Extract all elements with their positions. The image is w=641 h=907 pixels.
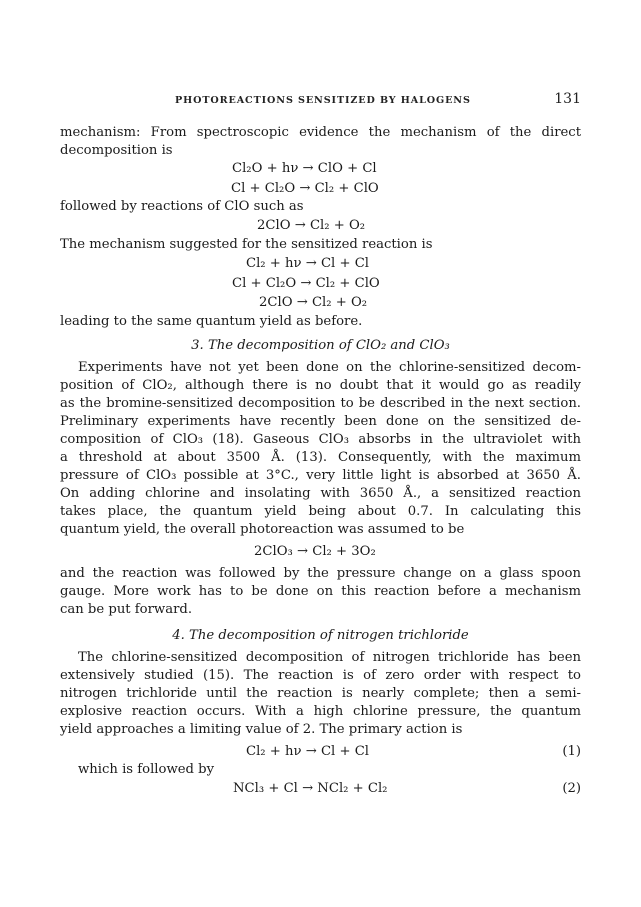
equation: Cl₂O + hν → ClO + Cl [232, 161, 377, 176]
running-head: PHOTOREACTIONS SENSITIZED BY HALOGENS [175, 95, 471, 106]
text-line: Preliminary experiments have recently been done on the sensitized de- [60, 414, 581, 429]
text-line: a threshold at about 3500 Å. (13). Consequently, with the maximum [60, 450, 581, 465]
page-header [60, 91, 581, 111]
text-line: nitrogen trichloride until the reaction is nearly complete; then a semi- [60, 686, 581, 701]
text-line: position of ClO₂, although there is no doubt that it would go as readily [60, 378, 581, 393]
equation: 2ClO → Cl₂ + O₂ [259, 295, 368, 310]
equation: 2ClO₃ → Cl₂ + 3O₂ [254, 544, 376, 559]
text-line: The mechanism suggested for the sensitized reaction is [60, 237, 433, 252]
equation: Cl₂ + hν → Cl + Cl [246, 744, 370, 759]
equation-number: (1) [562, 744, 581, 759]
text-line: and the reaction was followed by the pressure change on a glass spoon [60, 566, 581, 581]
text-line: gauge. More work has to be done on this reaction before a mechanism [60, 584, 581, 599]
text-line: explosive reaction occurs. With a high chlorine pressure, the quantum [60, 704, 581, 719]
text-line: which is followed by [78, 762, 215, 777]
text-line: quantum yield, the overall photoreaction was assumed to be [60, 522, 465, 537]
text-line: leading to the same quantum yield as before. [60, 314, 363, 329]
equation: 2ClO → Cl₂ + O₂ [257, 218, 366, 233]
equation: Cl₂ + hν → Cl + Cl [246, 256, 370, 271]
text-line: The chlorine-sensitized decomposition of nitrogen trichloride has been [78, 650, 581, 665]
page-number: 131 [554, 91, 581, 107]
text-line: as the bromine-sensitized decomposition to be described in the next section. [60, 396, 581, 411]
text-line: Experiments have not yet been done on the chlorine-sensitized decom- [78, 360, 581, 375]
equation: Cl + Cl₂O → Cl₂ + ClO [231, 181, 379, 196]
text-line: On adding chlorine and insolating with 3650 Å., a sensitized reaction [60, 486, 581, 501]
section-heading: 4. The decomposition of nitrogen trichloride [172, 628, 469, 643]
text-line: extensively studied (15). The reaction is of zero order with respect to [60, 668, 581, 683]
text-line: pressure of ClO₃ possible at 3°C., very little light is absorbed at 3650 Å. [60, 468, 581, 483]
text-line: composition of ClO₃ (18). Gaseous ClO₃ absorbs in the ultraviolet with [60, 432, 581, 447]
text-line: mechanism: From spectroscopic evidence the mechanism of the direct [60, 125, 581, 140]
equation: Cl + Cl₂O → Cl₂ + ClO [232, 276, 380, 291]
text-line: decomposition is [60, 143, 173, 158]
text-line: can be put forward. [60, 602, 193, 617]
section-heading: 3. The decomposition of ClO₂ and ClO₃ [191, 338, 450, 353]
text-line: yield approaches a limiting value of 2. The primary action is [60, 722, 463, 737]
text-line: followed by reactions of ClO such as [60, 199, 304, 214]
equation: NCl₃ + Cl → NCl₂ + Cl₂ [233, 781, 388, 796]
text-line: takes place, the quantum yield being about 0.7. In calculating this [60, 504, 581, 519]
equation-number: (2) [562, 781, 581, 796]
